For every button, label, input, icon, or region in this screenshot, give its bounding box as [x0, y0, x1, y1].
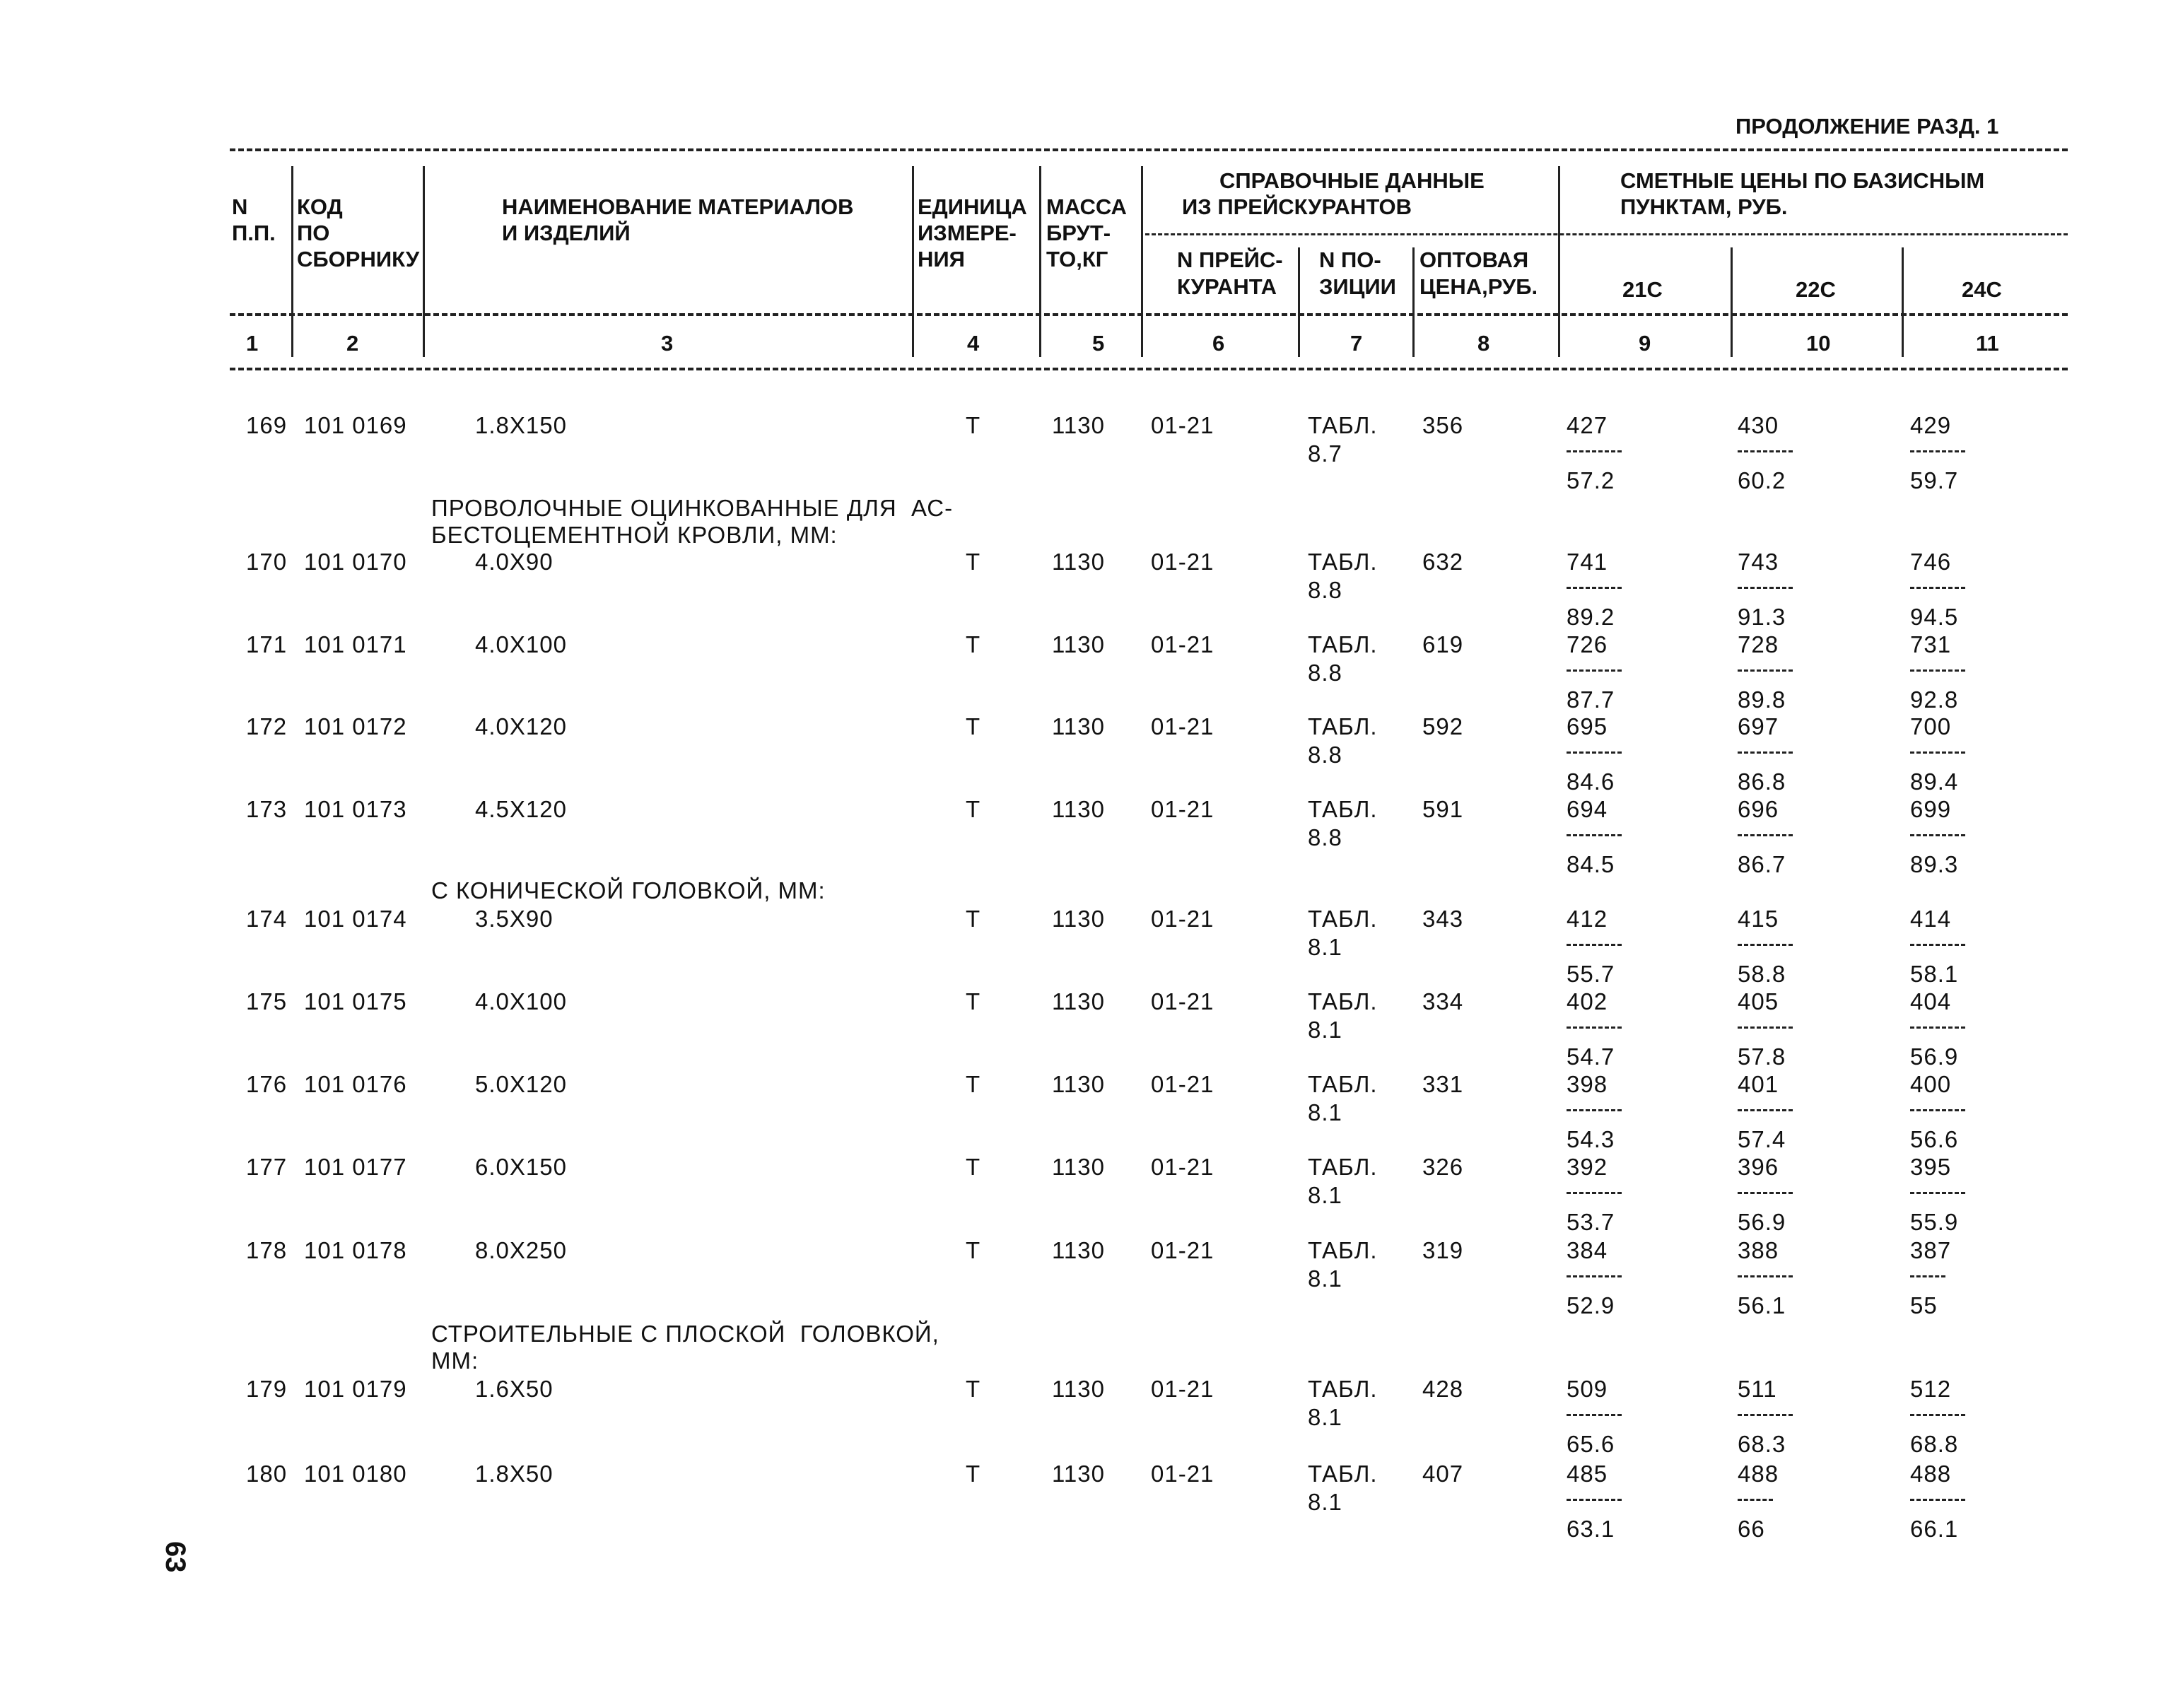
row-unit: Т: [966, 906, 981, 932]
row-unit: Т: [966, 1461, 981, 1487]
row-price-21c: 384: [1567, 1237, 1608, 1263]
row-price-22c: 58.8: [1738, 961, 1786, 987]
group-sub-rule: [1145, 233, 2068, 235]
col11-header: 24С: [1962, 277, 2002, 302]
group-heading: ММ:: [431, 1347, 479, 1374]
row-price-list: 01-21: [1151, 549, 1214, 575]
row-price-24c: 55: [1910, 1292, 1938, 1318]
row-price-list: 01-21: [1151, 631, 1214, 657]
col-number: 10: [1806, 331, 1831, 356]
row-price-24c: 731: [1910, 631, 1952, 657]
group-heading: БЕСТОЦЕМЕНТНОЙ КРОВЛИ, ММ:: [431, 522, 838, 548]
col2-header-line1: КОД: [297, 194, 343, 219]
row-price-24c: 512: [1910, 1376, 1952, 1402]
row-price-21c: 57.2: [1567, 467, 1615, 493]
fraction-line: [1738, 1109, 1793, 1111]
row-wholesale-price: 428: [1422, 1376, 1464, 1402]
col6-header-line1: N ПРЕЙС-: [1177, 247, 1283, 272]
row-position: 8.1: [1308, 1265, 1342, 1292]
fraction-line: [1567, 751, 1622, 754]
row-price-21c: 87.7: [1567, 686, 1615, 713]
row-name: 4.0X100: [475, 631, 567, 657]
row-price-24c: 700: [1910, 713, 1952, 739]
row-price-24c: 55.9: [1910, 1209, 1959, 1235]
row-price-22c: 728: [1738, 631, 1779, 657]
col7-header-line1: N ПО-: [1319, 247, 1381, 272]
row-code: 101 0179: [304, 1376, 407, 1402]
row-price-24c: 404: [1910, 988, 1952, 1014]
row-position: ТАБЛ.: [1308, 549, 1378, 575]
row-position: 8.8: [1308, 824, 1342, 850]
row-unit: Т: [966, 713, 981, 739]
row-price-21c: 52.9: [1567, 1292, 1615, 1318]
col-sep: [1039, 166, 1041, 357]
row-number: 175: [246, 988, 288, 1014]
row-unit: Т: [966, 1071, 981, 1097]
row-price-24c: 56.6: [1910, 1126, 1959, 1152]
row-position: ТАБЛ.: [1308, 1237, 1378, 1263]
row-position: 8.8: [1308, 577, 1342, 603]
row-price-24c: 89.4: [1910, 768, 1959, 795]
row-number: 172: [246, 713, 288, 739]
row-price-list: 01-21: [1151, 906, 1214, 932]
fraction-line: [1738, 1275, 1793, 1277]
row-price-24c: 746: [1910, 549, 1952, 575]
row-price-22c: 86.7: [1738, 851, 1786, 877]
row-mass: 1130: [1052, 1461, 1105, 1487]
row-price-list: 01-21: [1151, 1154, 1214, 1180]
fraction-line: [1738, 1026, 1793, 1029]
row-position: ТАБЛ.: [1308, 988, 1378, 1014]
row-wholesale-price: 319: [1422, 1237, 1464, 1263]
col5-header-line1: МАССА: [1046, 194, 1127, 219]
col4-header-line2: ИЗМЕРЕ-: [918, 221, 1017, 245]
row-number: 178: [246, 1237, 288, 1263]
row-wholesale-price: 331: [1422, 1071, 1464, 1097]
row-position: 8.8: [1308, 660, 1342, 686]
row-position: ТАБЛ.: [1308, 1071, 1378, 1097]
row-price-21c: 741: [1567, 549, 1608, 575]
row-price-21c: 509: [1567, 1376, 1608, 1402]
col5-header-line3: ТО,КГ: [1046, 247, 1108, 271]
row-position: ТАБЛ.: [1308, 412, 1378, 438]
col2-header-line3: СБОРНИКУ: [297, 247, 420, 271]
fraction-line: [1738, 669, 1793, 672]
col3-header-line1: НАИМЕНОВАНИЕ МАТЕРИАЛОВ: [502, 194, 854, 219]
row-price-22c: 56.1: [1738, 1292, 1786, 1318]
row-price-22c: 743: [1738, 549, 1779, 575]
row-price-list: 01-21: [1151, 1237, 1214, 1263]
row-price-24c: 429: [1910, 412, 1952, 438]
row-wholesale-price: 632: [1422, 549, 1464, 575]
col-number: 8: [1477, 331, 1490, 356]
fraction-line: [1910, 587, 1965, 589]
col-number: 6: [1212, 331, 1225, 356]
row-unit: Т: [966, 631, 981, 657]
row-unit: Т: [966, 1237, 981, 1263]
row-price-24c: 92.8: [1910, 686, 1959, 713]
row-wholesale-price: 619: [1422, 631, 1464, 657]
reference-group-header-line1: СПРАВОЧНЫЕ ДАННЫЕ: [1219, 168, 1485, 193]
row-price-list: 01-21: [1151, 988, 1214, 1014]
fraction-line: [1738, 1499, 1773, 1501]
row-mass: 1130: [1052, 412, 1105, 438]
row-mass: 1130: [1052, 1071, 1105, 1097]
reference-group-header-line2: ИЗ ПРЕЙСКУРАНТОВ: [1182, 194, 1412, 219]
row-price-24c: 58.1: [1910, 961, 1959, 987]
row-name: 6.0X150: [475, 1154, 567, 1180]
row-code: 101 0171: [304, 631, 407, 657]
row-price-list: 01-21: [1151, 1071, 1214, 1097]
row-price-21c: 485: [1567, 1461, 1608, 1487]
fraction-line: [1738, 450, 1793, 452]
section-continuation-title: ПРОДОЛЖЕНИЕ РАЗД. 1: [1735, 114, 1999, 139]
col4-header-line1: ЕДИНИЦА: [918, 194, 1027, 219]
row-wholesale-price: 591: [1422, 796, 1464, 822]
row-code: 101 0178: [304, 1237, 407, 1263]
row-number: 174: [246, 906, 288, 932]
fraction-line: [1567, 1192, 1622, 1194]
col8-header-line2: ЦЕНА,РУБ.: [1419, 274, 1538, 299]
row-price-22c: 396: [1738, 1154, 1779, 1180]
row-name: 4.0X90: [475, 549, 554, 575]
row-wholesale-price: 592: [1422, 713, 1464, 739]
row-price-22c: 430: [1738, 412, 1779, 438]
row-number: 180: [246, 1461, 288, 1487]
row-wholesale-price: 343: [1422, 906, 1464, 932]
row-price-21c: 398: [1567, 1071, 1608, 1097]
row-position: ТАБЛ.: [1308, 906, 1378, 932]
row-price-22c: 405: [1738, 988, 1779, 1014]
row-number: 170: [246, 549, 288, 575]
col1-header-line1: N: [232, 194, 248, 219]
row-unit: Т: [966, 412, 981, 438]
fraction-line: [1567, 1109, 1622, 1111]
row-code: 101 0177: [304, 1154, 407, 1180]
row-price-22c: 60.2: [1738, 467, 1786, 493]
row-code: 101 0176: [304, 1071, 407, 1097]
col9-header: 21С: [1622, 277, 1663, 302]
col-number: 2: [346, 331, 359, 356]
row-code: 101 0173: [304, 796, 407, 822]
row-code: 101 0170: [304, 549, 407, 575]
fraction-line: [1567, 1499, 1622, 1501]
row-position: 8.1: [1308, 1182, 1342, 1208]
row-price-21c: 694: [1567, 796, 1608, 822]
row-code: 101 0175: [304, 988, 407, 1014]
row-price-22c: 86.8: [1738, 768, 1786, 795]
row-price-22c: 57.4: [1738, 1126, 1786, 1152]
row-price-22c: 56.9: [1738, 1209, 1786, 1235]
row-price-21c: 402: [1567, 988, 1608, 1014]
col-number: 1: [246, 331, 259, 356]
row-position: 8.7: [1308, 440, 1342, 467]
row-price-22c: 697: [1738, 713, 1779, 739]
row-price-24c: 395: [1910, 1154, 1952, 1180]
fraction-line: [1910, 944, 1965, 946]
row-number: 176: [246, 1071, 288, 1097]
col-number: 4: [967, 331, 980, 356]
fraction-line: [1910, 450, 1965, 452]
group-heading: С КОНИЧЕСКОЙ ГОЛОВКОЙ, ММ:: [431, 877, 826, 903]
fraction-line: [1910, 1275, 1945, 1277]
row-position: 8.1: [1308, 934, 1342, 960]
fraction-line: [1567, 834, 1622, 836]
row-position: 8.8: [1308, 742, 1342, 768]
col6-header-line2: КУРАНТА: [1177, 274, 1277, 299]
row-code: 101 0169: [304, 412, 407, 438]
col-number: 3: [661, 331, 674, 356]
row-wholesale-price: 334: [1422, 988, 1464, 1014]
col4-header-line3: НИЯ: [918, 247, 965, 271]
row-wholesale-price: 356: [1422, 412, 1464, 438]
row-number: 171: [246, 631, 288, 657]
row-price-21c: 54.3: [1567, 1126, 1615, 1152]
col-sep: [912, 166, 914, 357]
row-wholesale-price: 407: [1422, 1461, 1464, 1487]
row-position: ТАБЛ.: [1308, 796, 1378, 822]
col-sep: [1298, 247, 1300, 357]
row-price-22c: 66: [1738, 1516, 1765, 1542]
row-price-22c: 696: [1738, 796, 1779, 822]
row-mass: 1130: [1052, 906, 1105, 932]
prices-group-header-line1: СМЕТНЫЕ ЦЕНЫ ПО БАЗИСНЫМ: [1620, 168, 1985, 193]
col-sep: [1412, 247, 1415, 357]
fraction-line: [1738, 587, 1793, 589]
col2-header-line2: ПО: [297, 221, 330, 245]
row-price-22c: 91.3: [1738, 604, 1786, 630]
fraction-line: [1738, 944, 1793, 946]
row-position: ТАБЛ.: [1308, 1376, 1378, 1402]
row-wholesale-price: 326: [1422, 1154, 1464, 1180]
col-sep: [1141, 166, 1143, 357]
row-position: ТАБЛ.: [1308, 1461, 1378, 1487]
col-number: 11: [1976, 331, 1999, 356]
row-price-list: 01-21: [1151, 713, 1214, 739]
row-position: ТАБЛ.: [1308, 631, 1378, 657]
fraction-line: [1738, 1192, 1793, 1194]
row-number: 179: [246, 1376, 288, 1402]
fraction-line: [1738, 751, 1793, 754]
col-sep: [1902, 247, 1904, 357]
page-number: 63: [160, 1541, 191, 1573]
row-price-21c: 695: [1567, 713, 1608, 739]
col-number: 9: [1639, 331, 1651, 356]
row-price-22c: 511: [1738, 1376, 1777, 1402]
row-price-24c: 488: [1910, 1461, 1952, 1487]
row-price-21c: 412: [1567, 906, 1608, 932]
row-mass: 1130: [1052, 796, 1105, 822]
prices-group-header-line2: ПУНКТАМ, РУБ.: [1620, 194, 1788, 219]
row-mass: 1130: [1052, 549, 1105, 575]
row-name: 4.5X120: [475, 796, 567, 822]
row-price-21c: 53.7: [1567, 1209, 1615, 1235]
row-code: 101 0172: [304, 713, 407, 739]
row-price-list: 01-21: [1151, 1461, 1214, 1487]
row-position: 8.1: [1308, 1017, 1342, 1043]
fraction-line: [1567, 450, 1622, 452]
col-sep: [291, 166, 293, 357]
row-price-24c: 59.7: [1910, 467, 1959, 493]
row-name: 4.0X100: [475, 988, 567, 1014]
fraction-line: [1567, 587, 1622, 589]
row-code: 101 0174: [304, 906, 407, 932]
fraction-line: [1567, 1026, 1622, 1029]
row-price-list: 01-21: [1151, 1376, 1214, 1402]
fraction-line: [1567, 1275, 1622, 1277]
row-name: 1.8X150: [475, 412, 567, 438]
group-heading: СТРОИТЕЛЬНЫЕ С ПЛОСКОЙ ГОЛОВКОЙ,: [431, 1321, 939, 1347]
row-price-list: 01-21: [1151, 412, 1214, 438]
row-price-24c: 699: [1910, 796, 1952, 822]
row-price-24c: 66.1: [1910, 1516, 1959, 1542]
row-price-24c: 387: [1910, 1237, 1952, 1263]
col1-header-line2: П.П.: [232, 221, 276, 245]
row-unit: Т: [966, 988, 981, 1014]
row-name: 4.0X120: [475, 713, 567, 739]
row-price-21c: 726: [1567, 631, 1608, 657]
row-name: 5.0X120: [475, 1071, 567, 1097]
col-sep: [423, 166, 425, 357]
header-mid-rule: [230, 313, 2068, 316]
row-unit: Т: [966, 549, 981, 575]
col-sep: [1558, 166, 1560, 357]
row-price-21c: 55.7: [1567, 961, 1615, 987]
row-price-21c: 427: [1567, 412, 1608, 438]
row-price-21c: 54.7: [1567, 1043, 1615, 1070]
row-position: 8.1: [1308, 1489, 1342, 1515]
fraction-line: [1910, 669, 1965, 672]
row-price-22c: 488: [1738, 1461, 1779, 1487]
fraction-line: [1738, 1414, 1793, 1416]
fraction-line: [1910, 1499, 1965, 1501]
fraction-line: [1567, 669, 1622, 672]
row-price-22c: 68.3: [1738, 1431, 1786, 1457]
row-position: ТАБЛ.: [1308, 713, 1378, 739]
row-number: 169: [246, 412, 288, 438]
col7-header-line2: ЗИЦИИ: [1319, 274, 1396, 299]
fraction-line: [1567, 1414, 1622, 1416]
header-bottom-rule: [230, 368, 2068, 370]
row-mass: 1130: [1052, 1154, 1105, 1180]
row-position: 8.1: [1308, 1099, 1342, 1125]
row-price-22c: 415: [1738, 906, 1779, 932]
row-price-24c: 94.5: [1910, 604, 1959, 630]
fraction-line: [1567, 944, 1622, 946]
col-number: 5: [1092, 331, 1105, 356]
row-price-list: 01-21: [1151, 796, 1214, 822]
fraction-line: [1738, 834, 1793, 836]
row-number: 173: [246, 796, 288, 822]
row-unit: Т: [966, 1376, 981, 1402]
row-price-21c: 84.5: [1567, 851, 1615, 877]
col3-header-line2: И ИЗДЕЛИЙ: [502, 221, 631, 245]
row-price-21c: 84.6: [1567, 768, 1615, 795]
row-price-21c: 392: [1567, 1154, 1608, 1180]
row-price-22c: 388: [1738, 1237, 1779, 1263]
row-price-22c: 89.8: [1738, 686, 1786, 713]
col-number: 7: [1350, 331, 1363, 356]
row-name: 3.5X90: [475, 906, 554, 932]
col10-header: 22С: [1796, 277, 1836, 302]
row-price-22c: 401: [1738, 1071, 1779, 1097]
row-name: 8.0X250: [475, 1237, 567, 1263]
group-heading: ПРОВОЛОЧНЫЕ ОЦИНКОВАННЫЕ ДЛЯ АС-: [431, 495, 954, 521]
row-price-24c: 414: [1910, 906, 1952, 932]
row-price-22c: 57.8: [1738, 1043, 1786, 1070]
row-unit: Т: [966, 796, 981, 822]
fraction-line: [1910, 834, 1965, 836]
fraction-line: [1910, 1192, 1965, 1194]
row-price-21c: 65.6: [1567, 1431, 1615, 1457]
row-mass: 1130: [1052, 631, 1105, 657]
row-price-21c: 63.1: [1567, 1516, 1615, 1542]
row-position: ТАБЛ.: [1308, 1154, 1378, 1180]
header-top-rule: [230, 148, 2068, 151]
fraction-line: [1910, 751, 1965, 754]
col5-header-line2: БРУТ-: [1046, 221, 1111, 245]
row-unit: Т: [966, 1154, 981, 1180]
row-name: 1.8X50: [475, 1461, 554, 1487]
row-code: 101 0180: [304, 1461, 407, 1487]
row-price-24c: 56.9: [1910, 1043, 1959, 1070]
row-price-24c: 400: [1910, 1071, 1952, 1097]
row-name: 1.6X50: [475, 1376, 554, 1402]
fraction-line: [1910, 1026, 1965, 1029]
col-sep: [1731, 247, 1733, 357]
row-mass: 1130: [1052, 713, 1105, 739]
row-number: 177: [246, 1154, 288, 1180]
row-position: 8.1: [1308, 1404, 1342, 1430]
row-mass: 1130: [1052, 1376, 1105, 1402]
row-mass: 1130: [1052, 988, 1105, 1014]
col8-header-line1: ОПТОВАЯ: [1419, 247, 1529, 272]
row-mass: 1130: [1052, 1237, 1105, 1263]
row-price-21c: 89.2: [1567, 604, 1615, 630]
fraction-line: [1910, 1414, 1965, 1416]
fraction-line: [1910, 1109, 1965, 1111]
row-price-24c: 89.3: [1910, 851, 1959, 877]
row-price-24c: 68.8: [1910, 1431, 1959, 1457]
